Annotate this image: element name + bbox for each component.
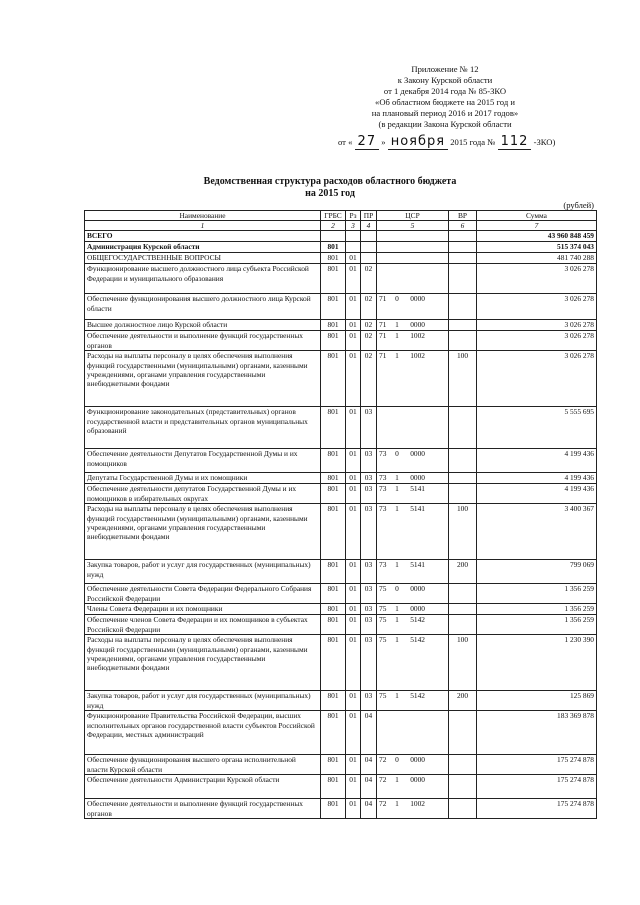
cell-csr bbox=[377, 331, 449, 351]
csr-subprogram: 1 bbox=[395, 615, 399, 625]
cell-pr: 03 bbox=[361, 504, 377, 560]
cell-sum: 1 356 259 bbox=[477, 615, 597, 635]
table-row bbox=[85, 294, 597, 320]
cell-pr: 02 bbox=[361, 320, 377, 331]
cell-csr bbox=[377, 504, 449, 560]
cell-name: Обеспечение деятельности и выполнение функций государственных органов bbox=[85, 799, 321, 819]
table-header bbox=[85, 211, 597, 231]
csr-program: 75 bbox=[379, 635, 387, 645]
header-vr: ВР bbox=[449, 211, 477, 221]
index-cell: 4 bbox=[361, 221, 377, 231]
csr-program: 72 bbox=[379, 775, 387, 785]
cell-pr: 04 bbox=[361, 711, 377, 755]
csr-program: 71 bbox=[379, 320, 387, 330]
expenditure-table bbox=[84, 210, 597, 819]
header-pr: ПР bbox=[361, 211, 377, 221]
cell-sum: 481 740 288 bbox=[477, 253, 597, 264]
csr-subprogram: 1 bbox=[395, 560, 399, 570]
cell-name: Расходы на выплаты персоналу в целях обеспечения выполнения функций государственными (муниципальными) органами, казенными учреждениями, органами управления государственными внебюджетными фондами bbox=[85, 504, 321, 560]
cell-name: Обеспечение деятельности и выполнение функций государственных органов bbox=[85, 331, 321, 351]
csr-program: 73 bbox=[379, 484, 387, 494]
cell-sum: 175 274 878 bbox=[477, 799, 597, 819]
cell-grbs: 801 bbox=[321, 449, 346, 473]
cell-sum: 4 199 436 bbox=[477, 484, 597, 504]
cell-name: Обеспечение функционирования высшего органа исполнительной власти Курской области bbox=[85, 755, 321, 775]
cell-name: Закупка товаров, работ и услуг для государственных (муниципальных) нужд bbox=[85, 691, 321, 711]
table-row bbox=[85, 331, 597, 351]
cell-rz: 01 bbox=[346, 484, 361, 504]
cell-vr: 200 bbox=[449, 691, 477, 711]
csr-direction: 0000 bbox=[410, 584, 425, 594]
csr-program: 73 bbox=[379, 560, 387, 570]
table-row bbox=[85, 351, 597, 407]
cell-vr bbox=[449, 407, 477, 449]
table-row bbox=[85, 484, 597, 504]
cell-csr bbox=[377, 615, 449, 635]
cell-vr bbox=[449, 253, 477, 264]
cell-vr bbox=[449, 331, 477, 351]
cell-csr bbox=[377, 484, 449, 504]
cell-pr: 02 bbox=[361, 351, 377, 407]
cell-vr bbox=[449, 615, 477, 635]
csr-program: 73 bbox=[379, 449, 387, 459]
cell-grbs: 801 bbox=[321, 755, 346, 775]
table-row bbox=[85, 711, 597, 755]
header-name: Наименование bbox=[85, 211, 321, 221]
cell-csr bbox=[377, 755, 449, 775]
csr-direction: 5142 bbox=[410, 615, 425, 625]
cell-csr bbox=[377, 294, 449, 320]
header-rz: Рз bbox=[346, 211, 361, 221]
index-cell: 6 bbox=[449, 221, 477, 231]
cell-rz: 01 bbox=[346, 711, 361, 755]
cell-sum: 175 274 878 bbox=[477, 755, 597, 775]
cell-csr bbox=[377, 584, 449, 604]
edition-prefix: от « bbox=[338, 137, 353, 147]
cell-sum: 3 026 278 bbox=[477, 264, 597, 294]
csr-program: 72 bbox=[379, 755, 387, 765]
cell-grbs: 801 bbox=[321, 799, 346, 819]
cell-pr: 02 bbox=[361, 294, 377, 320]
csr-subprogram: 0 bbox=[395, 584, 399, 594]
cell-csr bbox=[377, 635, 449, 691]
cell-name: Обеспечение деятельности Администрации Курской области bbox=[85, 775, 321, 799]
index-cell: 3 bbox=[346, 221, 361, 231]
csr-subprogram: 1 bbox=[395, 635, 399, 645]
table-row bbox=[85, 253, 597, 264]
cell-rz: 01 bbox=[346, 691, 361, 711]
cell-rz: 01 bbox=[346, 264, 361, 294]
cell-name: Расходы на выплаты персоналу в целях обеспечения выполнения функций государственными (муниципальными) органами, казенными учреждениями, органами управления государственными внебюджетными фондами bbox=[85, 635, 321, 691]
cell-vr bbox=[449, 320, 477, 331]
csr-program: 75 bbox=[379, 691, 387, 701]
cell-pr: 03 bbox=[361, 691, 377, 711]
cell-name: Члены Совета Федерации и их помощники bbox=[85, 604, 321, 615]
cell-name: Функционирование законодательных (представительных) органов государственной власти и представительных органов муниципальных образований bbox=[85, 407, 321, 449]
cell-pr: 03 bbox=[361, 615, 377, 635]
cell-grbs: 801 bbox=[321, 351, 346, 407]
cell-csr bbox=[377, 320, 449, 331]
table-row bbox=[85, 635, 597, 691]
cell-name: Функционирование высшего должностного лица субъекта Российской Федерации и муниципального образования bbox=[85, 264, 321, 294]
edition-day: 27 bbox=[355, 134, 380, 150]
cell-rz: 01 bbox=[346, 320, 361, 331]
cell-grbs: 801 bbox=[321, 604, 346, 615]
csr-direction: 0000 bbox=[410, 294, 425, 304]
cell-csr bbox=[377, 560, 449, 584]
cell-sum: 1 230 390 bbox=[477, 635, 597, 691]
csr-subprogram: 0 bbox=[395, 449, 399, 459]
cell-grbs: 801 bbox=[321, 775, 346, 799]
table-row bbox=[85, 449, 597, 473]
csr-subprogram: 1 bbox=[395, 484, 399, 494]
cell-grbs: 801 bbox=[321, 504, 346, 560]
cell-name: Обеспечение деятельности Совета Федерации Федерального Собрания Российской Федерации bbox=[85, 584, 321, 604]
cell-rz bbox=[346, 231, 361, 242]
header-grbs: ГРБС bbox=[321, 211, 346, 221]
table-row bbox=[85, 504, 597, 560]
table-row bbox=[85, 691, 597, 711]
cell-name: Высшее должностное лицо Курской области bbox=[85, 320, 321, 331]
cell-vr bbox=[449, 755, 477, 775]
csr-direction: 5142 bbox=[410, 635, 425, 645]
appendix-block bbox=[320, 64, 570, 130]
csr-subprogram: 1 bbox=[395, 473, 399, 483]
cell-vr bbox=[449, 604, 477, 615]
appendix-line: (в редакции Закона Курской области bbox=[378, 119, 512, 129]
csr-direction: 0000 bbox=[410, 320, 425, 330]
cell-rz: 01 bbox=[346, 604, 361, 615]
cell-rz: 01 bbox=[346, 560, 361, 584]
cell-grbs bbox=[321, 231, 346, 242]
cell-pr: 03 bbox=[361, 473, 377, 484]
edition-year: 2015 года № bbox=[450, 137, 496, 147]
csr-direction: 0000 bbox=[410, 449, 425, 459]
csr-direction: 1002 bbox=[410, 351, 425, 361]
cell-csr bbox=[377, 799, 449, 819]
cell-sum: 3 026 278 bbox=[477, 351, 597, 407]
cell-grbs: 801 bbox=[321, 473, 346, 484]
cell-rz: 01 bbox=[346, 253, 361, 264]
table-row bbox=[85, 775, 597, 799]
cell-vr bbox=[449, 711, 477, 755]
table-row bbox=[85, 615, 597, 635]
document-title bbox=[80, 176, 580, 200]
cell-grbs: 801 bbox=[321, 294, 346, 320]
cell-name: ОБЩЕГОСУДАРСТВЕННЫЕ ВОПРОСЫ bbox=[85, 253, 321, 264]
cell-sum: 3 400 367 bbox=[477, 504, 597, 560]
cell-pr bbox=[361, 242, 377, 253]
cell-vr bbox=[449, 449, 477, 473]
cell-csr bbox=[377, 264, 449, 294]
csr-program: 75 bbox=[379, 584, 387, 594]
cell-sum: 125 869 bbox=[477, 691, 597, 711]
csr-subprogram: 0 bbox=[395, 755, 399, 765]
cell-pr: 04 bbox=[361, 775, 377, 799]
cell-csr bbox=[377, 775, 449, 799]
table-row bbox=[85, 799, 597, 819]
table-row bbox=[85, 242, 597, 253]
cell-rz: 01 bbox=[346, 473, 361, 484]
csr-program: 72 bbox=[379, 799, 387, 809]
cell-sum: 3 026 278 bbox=[477, 331, 597, 351]
cell-rz bbox=[346, 242, 361, 253]
cell-rz: 01 bbox=[346, 294, 361, 320]
cell-vr: 100 bbox=[449, 504, 477, 560]
edition-number: 112 bbox=[498, 134, 532, 150]
csr-direction: 1002 bbox=[410, 331, 425, 341]
csr-subprogram: 1 bbox=[395, 331, 399, 341]
table-row bbox=[85, 473, 597, 484]
csr-direction: 0000 bbox=[410, 473, 425, 483]
csr-subprogram: 1 bbox=[395, 691, 399, 701]
csr-program: 75 bbox=[379, 604, 387, 614]
cell-vr: 200 bbox=[449, 560, 477, 584]
cell-pr: 04 bbox=[361, 799, 377, 819]
cell-name: Обеспечение функционирования высшего должностного лица Курской области bbox=[85, 294, 321, 320]
cell-vr bbox=[449, 242, 477, 253]
cell-grbs: 801 bbox=[321, 615, 346, 635]
cell-csr bbox=[377, 253, 449, 264]
cell-name: Администрация Курской области bbox=[85, 242, 321, 253]
cell-rz: 01 bbox=[346, 635, 361, 691]
cell-vr bbox=[449, 473, 477, 484]
cell-sum: 4 199 436 bbox=[477, 473, 597, 484]
cell-vr bbox=[449, 484, 477, 504]
header-sum: Сумма bbox=[477, 211, 597, 221]
csr-direction: 0000 bbox=[410, 604, 425, 614]
index-cell: 5 bbox=[377, 221, 449, 231]
cell-vr bbox=[449, 294, 477, 320]
csr-subprogram: 1 bbox=[395, 320, 399, 330]
csr-subprogram: 1 bbox=[395, 799, 399, 809]
cell-grbs: 801 bbox=[321, 264, 346, 294]
cell-name: Функционирование Правительства Российской Федерации, высших исполнительных органов государственной власти субъектов Российской Федерации, местных администраций bbox=[85, 711, 321, 755]
cell-grbs: 801 bbox=[321, 407, 346, 449]
cell-sum: 5 555 695 bbox=[477, 407, 597, 449]
csr-program: 71 bbox=[379, 331, 387, 341]
cell-grbs: 801 bbox=[321, 560, 346, 584]
cell-rz: 01 bbox=[346, 331, 361, 351]
cell-csr bbox=[377, 711, 449, 755]
edition-suffix: -ЗКО) bbox=[533, 137, 556, 147]
cell-pr: 02 bbox=[361, 331, 377, 351]
cell-name: Обеспечение деятельности депутатов Государственной Думы и их помощников в избирательных округах bbox=[85, 484, 321, 504]
cell-pr bbox=[361, 253, 377, 264]
cell-pr: 02 bbox=[361, 264, 377, 294]
cell-rz: 01 bbox=[346, 755, 361, 775]
cell-csr bbox=[377, 407, 449, 449]
index-cell: 1 bbox=[85, 221, 321, 231]
cell-grbs: 801 bbox=[321, 484, 346, 504]
csr-subprogram: 1 bbox=[395, 504, 399, 514]
csr-program: 73 bbox=[379, 473, 387, 483]
csr-program: 73 bbox=[379, 504, 387, 514]
edition-mid: » bbox=[381, 137, 386, 147]
cell-pr: 03 bbox=[361, 407, 377, 449]
csr-subprogram: 1 bbox=[395, 775, 399, 785]
cell-vr bbox=[449, 584, 477, 604]
cell-grbs: 801 bbox=[321, 320, 346, 331]
cell-name: Обеспечение членов Совета Федерации и их помощников в субъектах Российской Федерации bbox=[85, 615, 321, 635]
csr-direction: 5142 bbox=[410, 691, 425, 701]
csr-program: 75 bbox=[379, 615, 387, 625]
csr-direction: 1002 bbox=[410, 799, 425, 809]
cell-pr: 04 bbox=[361, 755, 377, 775]
currency-unit: (рублей) bbox=[563, 200, 594, 210]
appendix-line: от 1 декабря 2014 года № 85-ЗКО bbox=[383, 86, 507, 96]
csr-subprogram: 0 bbox=[395, 294, 399, 304]
cell-sum: 3 026 278 bbox=[477, 294, 597, 320]
cell-vr bbox=[449, 264, 477, 294]
cell-rz: 01 bbox=[346, 504, 361, 560]
csr-direction: 0000 bbox=[410, 775, 425, 785]
cell-grbs: 801 bbox=[321, 711, 346, 755]
csr-program: 71 bbox=[379, 294, 387, 304]
cell-vr bbox=[449, 775, 477, 799]
cell-grbs: 801 bbox=[321, 253, 346, 264]
cell-grbs: 801 bbox=[321, 242, 346, 253]
index-cell: 2 bbox=[321, 221, 346, 231]
cell-pr: 03 bbox=[361, 560, 377, 584]
cell-csr bbox=[377, 473, 449, 484]
cell-csr bbox=[377, 242, 449, 253]
cell-grbs: 801 bbox=[321, 331, 346, 351]
appendix-line: к Закону Курской области bbox=[397, 75, 493, 85]
cell-rz: 01 bbox=[346, 407, 361, 449]
cell-csr bbox=[377, 691, 449, 711]
cell-pr bbox=[361, 231, 377, 242]
cell-sum: 799 069 bbox=[477, 560, 597, 584]
csr-direction: 5141 bbox=[410, 504, 425, 514]
cell-vr bbox=[449, 799, 477, 819]
edition-month: ноября bbox=[388, 134, 448, 150]
cell-csr bbox=[377, 351, 449, 407]
appendix-line: на плановый период 2016 и 2017 годов» bbox=[371, 108, 519, 118]
cell-rz: 01 bbox=[346, 799, 361, 819]
cell-pr: 03 bbox=[361, 584, 377, 604]
cell-sum: 3 026 278 bbox=[477, 320, 597, 331]
table-row bbox=[85, 264, 597, 294]
cell-sum: 1 356 259 bbox=[477, 584, 597, 604]
appendix-line: «Об областном бюджете на 2015 год и bbox=[375, 97, 515, 107]
cell-grbs: 801 bbox=[321, 635, 346, 691]
cell-pr: 03 bbox=[361, 484, 377, 504]
table-row bbox=[85, 604, 597, 615]
cell-rz: 01 bbox=[346, 615, 361, 635]
csr-direction: 5141 bbox=[410, 560, 425, 570]
cell-name: Закупка товаров, работ и услуг для государственных (муниципальных) нужд bbox=[85, 560, 321, 584]
cell-pr: 03 bbox=[361, 604, 377, 615]
cell-csr bbox=[377, 604, 449, 615]
cell-name: Обеспечение деятельности Депутатов Государственной Думы и их помощников bbox=[85, 449, 321, 473]
csr-subprogram: 1 bbox=[395, 351, 399, 361]
table-row bbox=[85, 231, 597, 242]
cell-sum: 515 374 043 bbox=[477, 242, 597, 253]
cell-sum: 175 274 878 bbox=[477, 775, 597, 799]
cell-rz: 01 bbox=[346, 775, 361, 799]
header-csr: ЦСР bbox=[377, 211, 449, 221]
csr-program: 71 bbox=[379, 351, 387, 361]
cell-sum: 183 369 878 bbox=[477, 711, 597, 755]
cell-sum: 43 960 848 459 bbox=[477, 231, 597, 242]
csr-direction: 0000 bbox=[410, 755, 425, 765]
cell-pr: 03 bbox=[361, 449, 377, 473]
cell-name: Депутаты Государственной Думы и их помощники bbox=[85, 473, 321, 484]
cell-csr bbox=[377, 449, 449, 473]
csr-direction: 5141 bbox=[410, 484, 425, 494]
table-body bbox=[85, 231, 597, 819]
table-row bbox=[85, 320, 597, 331]
cell-vr: 100 bbox=[449, 635, 477, 691]
cell-name: Расходы на выплаты персоналу в целях обеспечения выполнения функций государственными (муниципальными) органами, казенными учреждениями, органами управления государственными внебюджетными фондами bbox=[85, 351, 321, 407]
cell-rz: 01 bbox=[346, 351, 361, 407]
cell-sum: 4 199 436 bbox=[477, 449, 597, 473]
cell-sum: 1 356 259 bbox=[477, 604, 597, 615]
cell-vr: 100 bbox=[449, 351, 477, 407]
cell-csr bbox=[377, 231, 449, 242]
table-row bbox=[85, 407, 597, 449]
title-line-1: Ведомственная структура расходов областного бюджета bbox=[203, 176, 457, 187]
table-row bbox=[85, 560, 597, 584]
csr-subprogram: 1 bbox=[395, 604, 399, 614]
cell-vr bbox=[449, 231, 477, 242]
index-cell: 7 bbox=[477, 221, 597, 231]
table-row bbox=[85, 584, 597, 604]
appendix-line: Приложение № 12 bbox=[411, 64, 479, 74]
edition-line bbox=[338, 134, 578, 149]
cell-grbs: 801 bbox=[321, 691, 346, 711]
cell-grbs: 801 bbox=[321, 584, 346, 604]
title-line-2: на 2015 год bbox=[305, 188, 355, 199]
table-row bbox=[85, 755, 597, 775]
cell-rz: 01 bbox=[346, 449, 361, 473]
cell-pr: 03 bbox=[361, 635, 377, 691]
cell-name: ВСЕГО bbox=[85, 231, 321, 242]
cell-rz: 01 bbox=[346, 584, 361, 604]
